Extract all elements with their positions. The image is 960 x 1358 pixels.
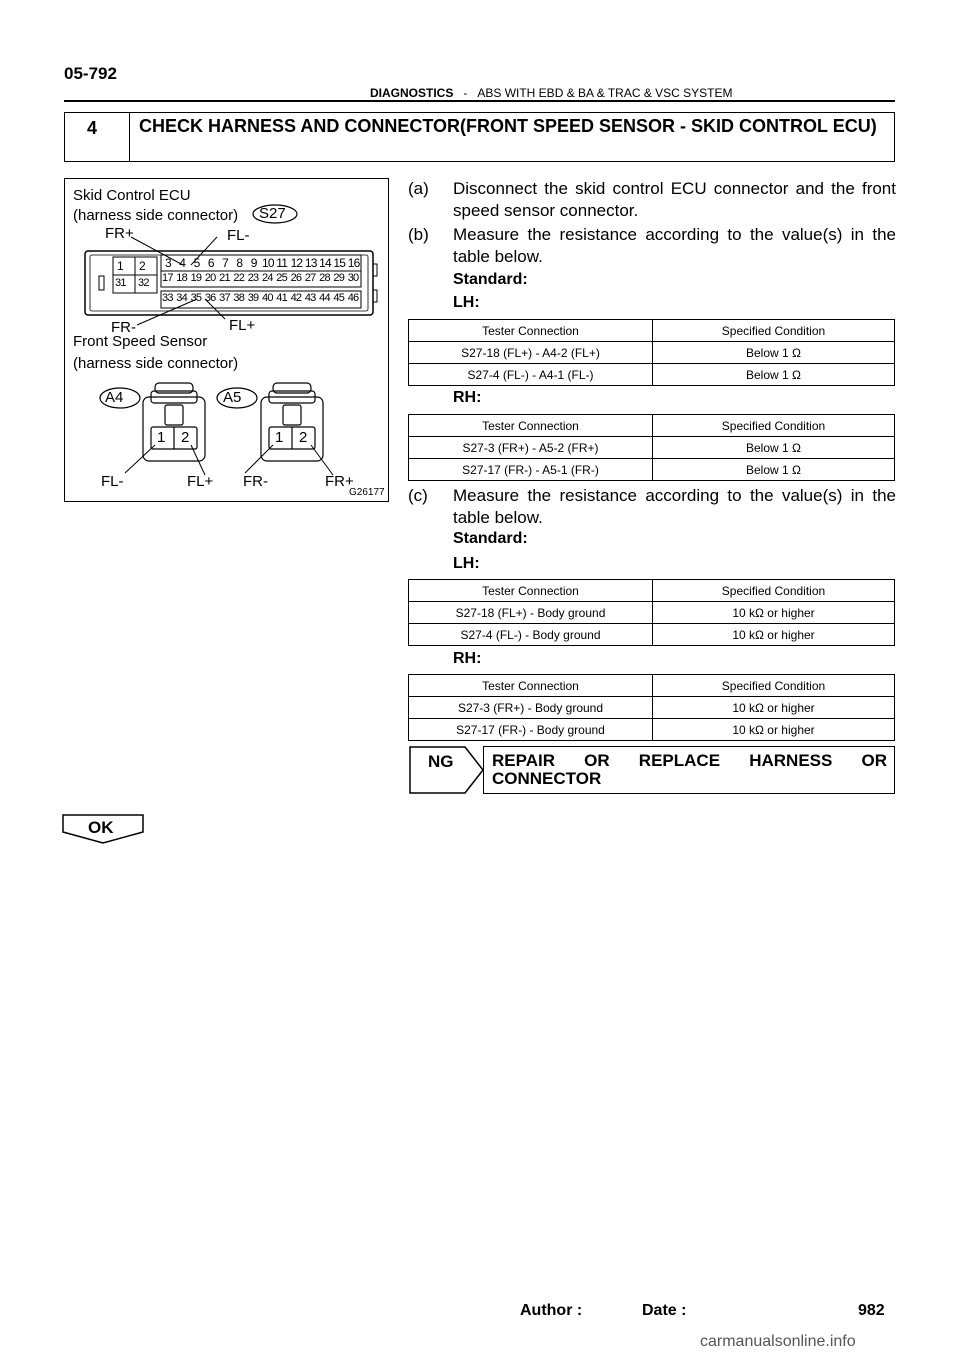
ecu-pin-r3-44: 44	[319, 292, 330, 304]
ecu-pin-r3-35: 35	[190, 292, 202, 304]
figure-code: G26177	[349, 487, 385, 498]
ecu-pin-r1-5: 5	[193, 256, 200, 270]
table-b-lh	[408, 319, 895, 386]
table-cell: Below 1 Ω	[653, 342, 895, 364]
table-row	[409, 342, 895, 364]
ecu-pin-r3-37: 37	[219, 292, 230, 304]
ecu-pin-fl-plus: FL+	[229, 317, 256, 334]
rh-label-c: RH:	[453, 650, 482, 667]
table-cell: S27-17 (FR-) - Body ground	[409, 719, 653, 741]
table-cell: S27-17 (FR-) - A5-1 (FR-)	[409, 459, 653, 481]
ecu-pin-r3-40: 40	[262, 292, 273, 304]
ecu-pin-r3-33: 33	[162, 292, 173, 304]
ecu-pin-r1-16: 16	[347, 256, 360, 270]
ecu-pin-r2-22: 22	[233, 272, 245, 284]
a5-pin-1: 1	[275, 429, 284, 446]
step-number: 4	[65, 113, 130, 161]
header-cell: Specified Condition	[653, 320, 895, 342]
a4-pin-fl-plus: FL+	[187, 473, 214, 490]
ng-action-line1: REPAIR OR REPLACE HARNESS OR	[492, 751, 887, 770]
table-row	[409, 602, 895, 624]
instruction-c-label: (c)	[408, 486, 428, 505]
instruction-a-text: Disconnect the skid control ECU connector and the front speed sensor connector.	[453, 179, 896, 220]
header-cell: Tester Connection	[409, 580, 653, 602]
ecu-pin-small-31: 31	[115, 277, 126, 289]
watermark: carmanualsonline.info	[700, 1333, 856, 1350]
table-cell: Below 1 Ω	[653, 437, 895, 459]
sensor-a4-code: A4	[105, 389, 124, 406]
sensor-a5-code: A5	[223, 389, 242, 406]
page-number: 05-792	[64, 64, 117, 83]
standard-label-b: Standard:	[453, 271, 528, 288]
connector-diagram	[64, 178, 389, 502]
table-header-row	[409, 580, 895, 602]
step-title-box	[64, 112, 895, 162]
table-cell: Below 1 Ω	[653, 364, 895, 386]
table-cell: S27-3 (FR+) - Body ground	[409, 697, 653, 719]
ecu-pin-r1-15: 15	[333, 256, 346, 270]
ecu-pin-r3-41: 41	[276, 292, 287, 304]
ecu-pin-small-32: 32	[138, 277, 149, 289]
footer-date: Date :	[642, 1302, 687, 1319]
sensor-sublabel: (harness side connector)	[73, 355, 239, 372]
ecu-pin-r3-34: 34	[176, 292, 187, 304]
instruction-b-label: (b)	[408, 225, 429, 244]
ok-label: OK	[88, 818, 114, 837]
ecu-pin-r1-13: 13	[304, 256, 317, 270]
standard-label-c: Standard:	[453, 530, 528, 547]
header-rule	[64, 100, 895, 102]
table-row	[409, 364, 895, 386]
table-cell: 10 kΩ or higher	[653, 624, 895, 646]
table-cell: S27-3 (FR+) - A5-2 (FR+)	[409, 437, 653, 459]
ng-action-box	[483, 746, 895, 794]
table-header-row	[409, 320, 895, 342]
page-header	[370, 86, 733, 100]
table-b-rh	[408, 414, 895, 481]
ecu-pin-small-1: 1	[117, 259, 123, 273]
a4-pin-1: 1	[157, 429, 166, 446]
footer-page-number: 982	[858, 1302, 885, 1319]
table-row	[409, 624, 895, 646]
ecu-pin-r3-36: 36	[204, 292, 216, 304]
instruction-b-text: Measure the resistance according to the value(s) in the table below.	[453, 225, 896, 266]
ecu-pin-r2-27: 27	[304, 272, 316, 284]
ecu-pin-r1-9: 9	[250, 256, 257, 270]
ng-action-text	[492, 752, 887, 788]
instruction-a-label: (a)	[408, 179, 429, 198]
ecu-pin-r2-23: 23	[247, 272, 259, 284]
lh-label-b: LH:	[453, 294, 480, 311]
ecu-connector-code: S27	[259, 205, 286, 222]
ecu-pin-r2-20: 20	[204, 272, 216, 284]
rh-label-b: RH:	[453, 389, 482, 406]
table-cell: S27-18 (FL+) - A4-2 (FL+)	[409, 342, 653, 364]
table-header-row	[409, 675, 895, 697]
ecu-pin-fr-plus: FR+	[105, 225, 134, 242]
ecu-label: Skid Control ECU	[73, 187, 191, 204]
ecu-pin-r2-19: 19	[190, 272, 202, 284]
ecu-pin-r2-21: 21	[219, 272, 230, 284]
ecu-pin-r1-4: 4	[179, 256, 186, 270]
ecu-pin-r1-10: 10	[262, 256, 274, 270]
header-cell: Tester Connection	[409, 675, 653, 697]
ecu-pin-r1-7: 7	[222, 256, 229, 270]
table-cell: 10 kΩ or higher	[653, 697, 895, 719]
ecu-pin-r2-29: 29	[333, 272, 345, 284]
header-separator: -	[463, 86, 468, 100]
step-title: CHECK HARNESS AND CONNECTOR(FRONT SPEED SENSOR - SKID CONTROL ECU)	[139, 116, 877, 136]
header-cell: Tester Connection	[409, 415, 653, 437]
header-cell: Specified Condition	[653, 580, 895, 602]
table-row	[409, 459, 895, 481]
table-cell: Below 1 Ω	[653, 459, 895, 481]
header-section: DIAGNOSTICS	[370, 86, 454, 100]
ecu-pin-r2-17: 17	[162, 272, 173, 284]
table-row	[409, 719, 895, 741]
instruction-c-text: Measure the resistance according to the value(s) in the table below.	[453, 486, 896, 527]
ecu-pin-r1-12: 12	[290, 256, 303, 270]
header-system: ABS WITH EBD & BA & TRAC & VSC SYSTEM	[477, 86, 733, 100]
a5-pin-fr-minus: FR-	[243, 473, 268, 490]
sensor-label: Front Speed Sensor	[73, 333, 208, 350]
a5-pin-fr-plus: FR+	[325, 473, 354, 490]
a5-pin-2: 2	[299, 429, 308, 446]
table-cell: S27-4 (FL-) - A4-1 (FL-)	[409, 364, 653, 386]
ecu-pin-r2-28: 28	[319, 272, 330, 284]
ng-label: NG	[428, 752, 454, 771]
table-row	[409, 437, 895, 459]
header-cell: Specified Condition	[653, 675, 895, 697]
ecu-pin-r1-3: 3	[165, 256, 171, 270]
table-header-row	[409, 415, 895, 437]
ng-action-line2: CONNECTOR	[492, 769, 602, 788]
header-cell: Specified Condition	[653, 415, 895, 437]
table-row	[409, 697, 895, 719]
ecu-pin-r2-25: 25	[276, 272, 287, 284]
table-c-rh	[408, 674, 895, 741]
ecu-pin-r3-46: 46	[347, 292, 359, 304]
ecu-pin-r3-43: 43	[304, 292, 316, 304]
ecu-pin-r2-26: 26	[290, 272, 302, 284]
ecu-pin-r2-30: 30	[347, 272, 359, 284]
table-cell: S27-4 (FL-) - Body ground	[409, 624, 653, 646]
a4-pin-2: 2	[181, 429, 190, 446]
ecu-pin-r3-42: 42	[290, 292, 302, 304]
table-c-lh	[408, 579, 895, 646]
a4-pin-fl-minus: FL-	[101, 473, 124, 490]
table-cell: 10 kΩ or higher	[653, 719, 895, 741]
ecu-pin-r3-45: 45	[333, 292, 345, 304]
ecu-pin-fl-minus: FL-	[227, 227, 250, 244]
ecu-pin-fr-minus: FR-	[111, 319, 136, 336]
footer-author: Author :	[520, 1302, 583, 1319]
table-cell: S27-18 (FL+) - Body ground	[409, 602, 653, 624]
ecu-pin-r1-11: 11	[276, 256, 288, 270]
ecu-pin-r2-24: 24	[262, 272, 273, 284]
header-cell: Tester Connection	[409, 320, 653, 342]
ecu-pin-r1-6: 6	[207, 256, 214, 270]
ecu-pin-r1-14: 14	[319, 256, 331, 270]
ecu-pin-r2-18: 18	[176, 272, 187, 284]
ecu-pin-r1-8: 8	[236, 256, 243, 270]
ecu-pin-small-2: 2	[139, 259, 145, 273]
ecu-pin-r3-39: 39	[247, 292, 259, 304]
ecu-sublabel: (harness side connector)	[73, 207, 239, 224]
ecu-pin-r3-38: 38	[233, 292, 245, 304]
table-cell: 10 kΩ or higher	[653, 602, 895, 624]
lh-label-c: LH:	[453, 555, 480, 572]
